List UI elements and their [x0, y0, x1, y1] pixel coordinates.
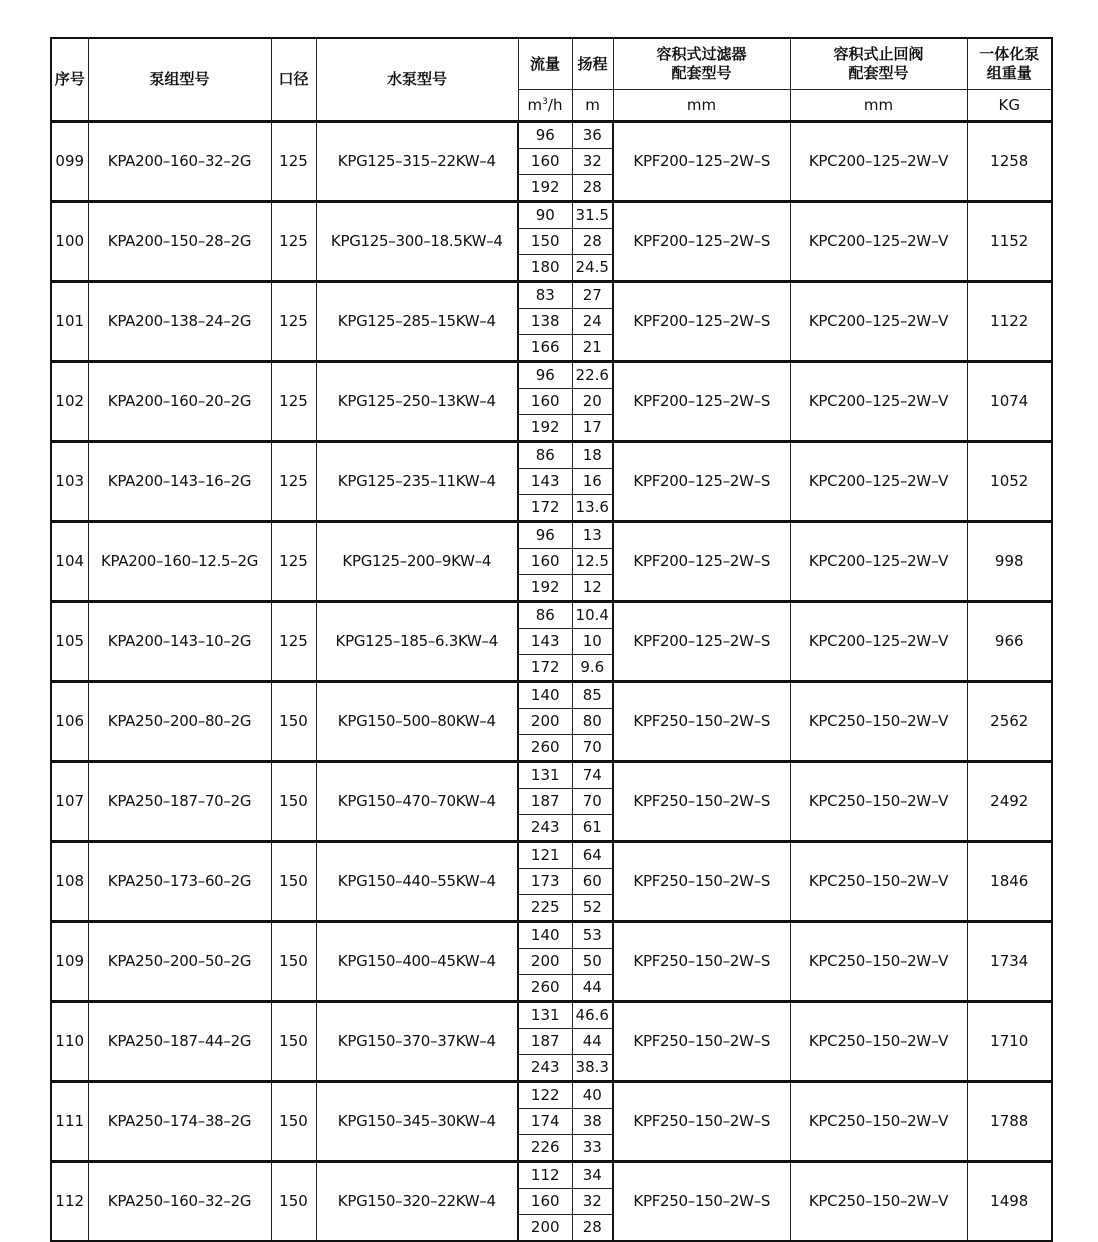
cell-seq: 108 — [51, 842, 88, 922]
cell-caliber: 125 — [271, 362, 316, 442]
table-row — [51, 842, 1052, 869]
cell-flow: 121 — [518, 842, 572, 869]
header-weight — [967, 38, 1052, 90]
cell-caliber: 125 — [271, 602, 316, 682]
cell-weight: 1788 — [967, 1082, 1052, 1162]
cell-head: 27 — [572, 282, 613, 309]
cell-weight: 966 — [967, 602, 1052, 682]
cell-head: 17 — [572, 415, 613, 442]
cell-pump-model: KPG150–370–37KW–4 — [316, 1002, 518, 1082]
cell-pump-model: KPG125–315–22KW–4 — [316, 122, 518, 202]
header-filter-line1: 容积式过滤器 — [656, 45, 747, 64]
cell-pump-model: KPG150–345–30KW–4 — [316, 1082, 518, 1162]
cell-caliber: 150 — [271, 762, 316, 842]
table-body — [51, 122, 1052, 1242]
cell-weight: 998 — [967, 522, 1052, 602]
cell-seq: 103 — [51, 442, 88, 522]
cell-filter: KPF200–125–2W–S — [613, 202, 790, 282]
cell-filter: KPF250–150–2W–S — [613, 842, 790, 922]
cell-seq: 104 — [51, 522, 88, 602]
cell-pump-model: KPG125–200–9KW–4 — [316, 522, 518, 602]
cell-head: 13.6 — [572, 495, 613, 522]
table-row — [51, 602, 1052, 629]
cell-valve: KPC250–150–2W–V — [790, 1002, 967, 1082]
cell-flow: 96 — [518, 122, 572, 149]
cell-valve: KPC250–150–2W–V — [790, 1082, 967, 1162]
pump-spec-table — [50, 37, 1053, 1242]
cell-flow: 174 — [518, 1109, 572, 1135]
cell-pump-model: KPG150–470–70KW–4 — [316, 762, 518, 842]
cell-flow: 140 — [518, 682, 572, 709]
cell-seq: 099 — [51, 122, 88, 202]
cell-flow: 160 — [518, 389, 572, 415]
cell-valve: KPC200–125–2W–V — [790, 602, 967, 682]
cell-pump-model: KPG125–285–15KW–4 — [316, 282, 518, 362]
cell-pump-model: KPG150–500–80KW–4 — [316, 682, 518, 762]
cell-seq: 101 — [51, 282, 88, 362]
cell-unit-model: KPA250–174–38–2G — [88, 1082, 271, 1162]
cell-weight: 1710 — [967, 1002, 1052, 1082]
cell-flow: 150 — [518, 229, 572, 255]
cell-pump-model: KPG150–400–45KW–4 — [316, 922, 518, 1002]
cell-head: 33 — [572, 1135, 613, 1162]
table-row — [51, 442, 1052, 469]
table-row — [51, 522, 1052, 549]
cell-weight: 1846 — [967, 842, 1052, 922]
cell-flow: 160 — [518, 149, 572, 175]
cell-flow: 173 — [518, 869, 572, 895]
cell-flow: 96 — [518, 522, 572, 549]
cell-flow: 180 — [518, 255, 572, 282]
table-row — [51, 202, 1052, 229]
table-row — [51, 122, 1052, 149]
cell-seq: 110 — [51, 1002, 88, 1082]
cell-seq: 105 — [51, 602, 88, 682]
cell-unit-model: KPA200–160–20–2G — [88, 362, 271, 442]
cell-flow: 187 — [518, 1029, 572, 1055]
cell-filter: KPF200–125–2W–S — [613, 362, 790, 442]
cell-head: 12.5 — [572, 549, 613, 575]
cell-flow: 226 — [518, 1135, 572, 1162]
cell-head: 12 — [572, 575, 613, 602]
cell-caliber: 125 — [271, 122, 316, 202]
cell-unit-model: KPA250–160–32–2G — [88, 1162, 271, 1242]
cell-flow: 243 — [518, 1055, 572, 1082]
cell-flow: 200 — [518, 709, 572, 735]
header-seq: 序号 — [51, 38, 88, 122]
cell-weight: 1074 — [967, 362, 1052, 442]
cell-flow: 83 — [518, 282, 572, 309]
cell-head: 13 — [572, 522, 613, 549]
cell-flow: 187 — [518, 789, 572, 815]
cell-weight: 2492 — [967, 762, 1052, 842]
cell-filter: KPF200–125–2W–S — [613, 522, 790, 602]
cell-seq: 100 — [51, 202, 88, 282]
cell-valve: KPC200–125–2W–V — [790, 442, 967, 522]
cell-head: 38 — [572, 1109, 613, 1135]
cell-seq: 112 — [51, 1162, 88, 1242]
cell-pump-model: KPG150–320–22KW–4 — [316, 1162, 518, 1242]
cell-valve: KPC200–125–2W–V — [790, 362, 967, 442]
cell-flow: 122 — [518, 1082, 572, 1109]
cell-valve: KPC250–150–2W–V — [790, 842, 967, 922]
cell-unit-model: KPA250–200–50–2G — [88, 922, 271, 1002]
cell-valve: KPC250–150–2W–V — [790, 922, 967, 1002]
cell-flow: 131 — [518, 1002, 572, 1029]
cell-flow: 112 — [518, 1162, 572, 1189]
cell-pump-model: KPG125–300–18.5KW–4 — [316, 202, 518, 282]
cell-head: 70 — [572, 789, 613, 815]
cell-head: 32 — [572, 1189, 613, 1215]
cell-flow: 192 — [518, 575, 572, 602]
header-unit-model: 泵组型号 — [88, 38, 271, 122]
cell-valve: KPC200–125–2W–V — [790, 202, 967, 282]
cell-head: 10.4 — [572, 602, 613, 629]
cell-seq: 107 — [51, 762, 88, 842]
cell-weight: 1734 — [967, 922, 1052, 1002]
cell-valve: KPC200–125–2W–V — [790, 282, 967, 362]
unit-valve: mm — [790, 90, 967, 122]
cell-head: 20 — [572, 389, 613, 415]
header-filter-line2: 配套型号 — [671, 64, 732, 82]
table-row — [51, 1082, 1052, 1109]
cell-caliber: 125 — [271, 522, 316, 602]
cell-flow: 172 — [518, 655, 572, 682]
cell-flow: 160 — [518, 1189, 572, 1215]
cell-flow: 86 — [518, 602, 572, 629]
cell-head: 18 — [572, 442, 613, 469]
cell-head: 34 — [572, 1162, 613, 1189]
cell-flow: 138 — [518, 309, 572, 335]
table-row — [51, 762, 1052, 789]
cell-filter: KPF200–125–2W–S — [613, 602, 790, 682]
cell-head: 64 — [572, 842, 613, 869]
cell-valve: KPC250–150–2W–V — [790, 1162, 967, 1242]
cell-head: 44 — [572, 975, 613, 1002]
cell-filter: KPF250–150–2W–S — [613, 682, 790, 762]
cell-unit-model: KPA200–143–16–2G — [88, 442, 271, 522]
header-pump-model: 水泵型号 — [316, 38, 518, 122]
cell-filter: KPF200–125–2W–S — [613, 442, 790, 522]
cell-weight: 1152 — [967, 202, 1052, 282]
cell-filter: KPF250–150–2W–S — [613, 922, 790, 1002]
cell-caliber: 150 — [271, 922, 316, 1002]
cell-head: 40 — [572, 1082, 613, 1109]
cell-head: 38.3 — [572, 1055, 613, 1082]
cell-head: 31.5 — [572, 202, 613, 229]
cell-unit-model: KPA200–143–10–2G — [88, 602, 271, 682]
cell-seq: 109 — [51, 922, 88, 1002]
cell-head: 60 — [572, 869, 613, 895]
cell-seq: 102 — [51, 362, 88, 442]
cell-head: 85 — [572, 682, 613, 709]
cell-head: 44 — [572, 1029, 613, 1055]
cell-weight: 2562 — [967, 682, 1052, 762]
cell-head: 16 — [572, 469, 613, 495]
cell-head: 9.6 — [572, 655, 613, 682]
cell-caliber: 150 — [271, 682, 316, 762]
cell-filter: KPF200–125–2W–S — [613, 122, 790, 202]
cell-head: 52 — [572, 895, 613, 922]
table-header — [51, 38, 1052, 122]
cell-flow: 90 — [518, 202, 572, 229]
header-valve-line2: 配套型号 — [848, 64, 909, 82]
cell-caliber: 125 — [271, 282, 316, 362]
cell-caliber: 125 — [271, 202, 316, 282]
cell-head: 24.5 — [572, 255, 613, 282]
cell-seq: 106 — [51, 682, 88, 762]
table-row — [51, 682, 1052, 709]
cell-valve: KPC250–150–2W–V — [790, 762, 967, 842]
cell-filter: KPF250–150–2W–S — [613, 1082, 790, 1162]
cell-head: 28 — [572, 229, 613, 255]
cell-head: 36 — [572, 122, 613, 149]
cell-head: 28 — [572, 175, 613, 202]
cell-head: 28 — [572, 1215, 613, 1242]
cell-pump-model: KPG125–185–6.3KW–4 — [316, 602, 518, 682]
cell-valve: KPC250–150–2W–V — [790, 682, 967, 762]
header-flow: 流量 — [518, 38, 572, 90]
cell-caliber: 150 — [271, 1162, 316, 1242]
cell-valve: KPC200–125–2W–V — [790, 522, 967, 602]
cell-unit-model: KPA200–160–32–2G — [88, 122, 271, 202]
header-caliber: 口径 — [271, 38, 316, 122]
cell-unit-model: KPA250–173–60–2G — [88, 842, 271, 922]
cell-head: 53 — [572, 922, 613, 949]
cell-pump-model: KPG150–440–55KW–4 — [316, 842, 518, 922]
unit-filter: mm — [613, 90, 790, 122]
cell-head: 50 — [572, 949, 613, 975]
cell-flow: 225 — [518, 895, 572, 922]
cell-head: 46.6 — [572, 1002, 613, 1029]
cell-caliber: 125 — [271, 442, 316, 522]
header-weight-line2: 组重量 — [986, 64, 1032, 82]
header-weight-line1: 一体化泵 — [979, 45, 1040, 64]
table-row — [51, 1002, 1052, 1029]
header-filter — [613, 38, 790, 90]
unit-head: m — [572, 90, 613, 122]
header-valve-line1: 容积式止回阀 — [833, 45, 924, 64]
cell-flow: 243 — [518, 815, 572, 842]
table-row — [51, 362, 1052, 389]
cell-head: 22.6 — [572, 362, 613, 389]
cell-head: 21 — [572, 335, 613, 362]
cell-flow: 200 — [518, 1215, 572, 1242]
cell-flow: 192 — [518, 415, 572, 442]
cell-filter: KPF250–150–2W–S — [613, 1162, 790, 1242]
cell-flow: 200 — [518, 949, 572, 975]
cell-seq: 111 — [51, 1082, 88, 1162]
cell-filter: KPF250–150–2W–S — [613, 762, 790, 842]
header-valve — [790, 38, 967, 90]
cell-head: 24 — [572, 309, 613, 335]
cell-head: 61 — [572, 815, 613, 842]
header-head: 扬程 — [572, 38, 613, 90]
cell-weight: 1122 — [967, 282, 1052, 362]
cell-weight: 1052 — [967, 442, 1052, 522]
cell-flow: 260 — [518, 975, 572, 1002]
unit-flow: $m^3/h$ — [518, 90, 572, 122]
cell-pump-model: KPG125–250–13KW–4 — [316, 362, 518, 442]
cell-flow: 143 — [518, 629, 572, 655]
cell-flow: 166 — [518, 335, 572, 362]
cell-flow: 172 — [518, 495, 572, 522]
cell-flow: 160 — [518, 549, 572, 575]
cell-head: 70 — [572, 735, 613, 762]
cell-unit-model: KPA200–138–24–2G — [88, 282, 271, 362]
cell-head: 74 — [572, 762, 613, 789]
cell-flow: 140 — [518, 922, 572, 949]
cell-caliber: 150 — [271, 1002, 316, 1082]
cell-unit-model: KPA250–200–80–2G — [88, 682, 271, 762]
table-row — [51, 282, 1052, 309]
cell-weight: 1498 — [967, 1162, 1052, 1242]
cell-flow: 86 — [518, 442, 572, 469]
cell-filter: KPF200–125–2W–S — [613, 282, 790, 362]
table-row — [51, 1162, 1052, 1189]
cell-flow: 260 — [518, 735, 572, 762]
cell-flow: 143 — [518, 469, 572, 495]
table-row — [51, 922, 1052, 949]
cell-flow: 192 — [518, 175, 572, 202]
cell-unit-model: KPA250–187–44–2G — [88, 1002, 271, 1082]
cell-pump-model: KPG125–235–11KW–4 — [316, 442, 518, 522]
cell-head: 32 — [572, 149, 613, 175]
cell-flow: 131 — [518, 762, 572, 789]
cell-caliber: 150 — [271, 1082, 316, 1162]
cell-head: 80 — [572, 709, 613, 735]
unit-weight: KG — [967, 90, 1052, 122]
cell-weight: 1258 — [967, 122, 1052, 202]
cell-valve: KPC200–125–2W–V — [790, 122, 967, 202]
cell-unit-model: KPA250–187–70–2G — [88, 762, 271, 842]
cell-flow: 96 — [518, 362, 572, 389]
cell-caliber: 150 — [271, 842, 316, 922]
cell-unit-model: KPA200–150–28–2G — [88, 202, 271, 282]
cell-head: 10 — [572, 629, 613, 655]
cell-filter: KPF250–150–2W–S — [613, 1002, 790, 1082]
cell-unit-model: KPA200–160–12.5–2G — [88, 522, 271, 602]
